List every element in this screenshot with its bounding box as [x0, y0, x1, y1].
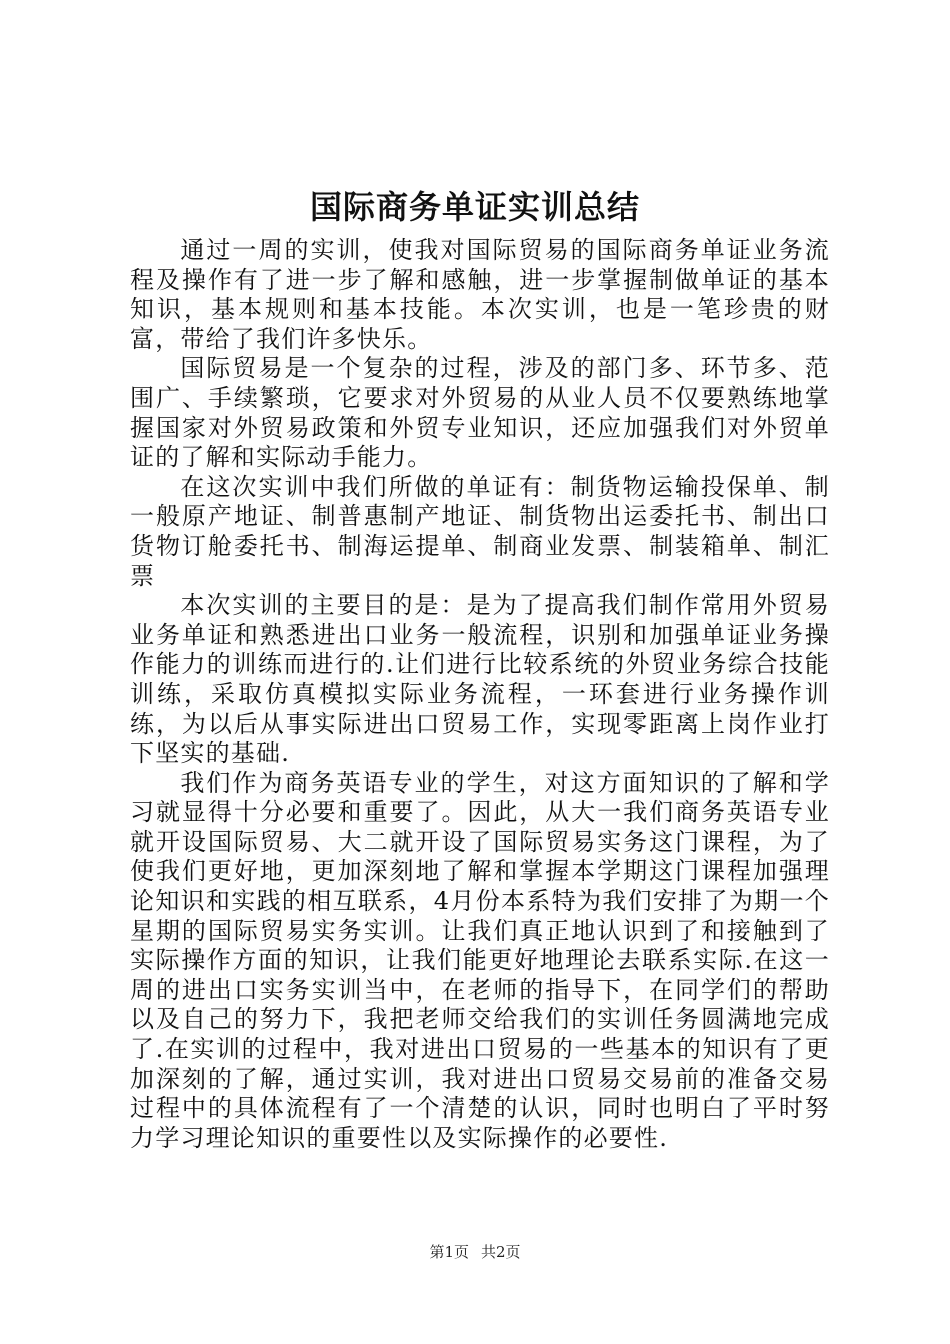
document-title: 国际商务单证实训总结: [309, 188, 640, 226]
document-body: [130, 236, 830, 1153]
paragraph: 本次实训的主要目的是：是为了提高我们制作常用外贸易业务单证和熟悉进出口业务一般流程，识别和加强单证业务操作能力的训练而进行的.让们进行比较系统的外贸业务综合技能训练，采取仿真模拟实际业务流程，一环套进行业务操作训练，为以后从事实际进出口贸易工作，实现零距离上岗作业打下坚实的基础.: [130, 591, 830, 768]
page-total: 共2页: [481, 1243, 521, 1261]
paragraph: 通过一周的实训，使我对国际贸易的国际商务单证业务流程及操作有了进一步了解和感触，进一步掌握制做单证的基本知识，基本规则和基本技能。本次实训，也是一笔珍贵的财富，带给了我们许多快乐。: [130, 236, 830, 353]
paragraph: 国际贸易是一个复杂的过程，涉及的部门多、环节多、范围广、手续繁琐，它要求对外贸易的从业人员不仅要熟练地掌握国家对外贸易政策和外贸专业知识，还应加强我们对外贸单证的了解和实际动手能力。: [130, 354, 830, 472]
page-number: 第1页: [429, 1243, 469, 1261]
page-footer: [0, 1242, 950, 1262]
paragraph: 我们作为商务英语专业的学生，对这方面知识的了解和学习就显得十分必要和重要了。因此，从大一我们商务英语专业就开设国际贸易、大二就开设了国际贸易实务这门课程，为了使我们更好地，更加深刻地了解和掌握本学期这门课程加强理论知识和实践的相互联系，4月份本系特为我们安排了为期一个星期的国际贸易实务实训。让我们真正地认识到了和接触到了实际操作方面的知识，让我们能更好地理论去联系实际.在这一周的进出口实务实训当中，在老师的指导下，在同学们的帮助以及自己的努力下，我把老师交给我们的实训任务圆满地完成了.在实训的过程中，我对进出口贸易的一些基本的知识有了更加深刻的了解，通过实训，我对进出口贸易交易前的准备交易过程中的具体流程有了一个清楚的认识，同时也明白了平时努力学习理论知识的重要性以及实际操作的必要性.: [130, 768, 830, 1152]
paragraph: 在这次实训中我们所做的单证有：制货物运输投保单、制一般原产地证、制普惠制产地证、制货物出运委托书、制出口货物订舱委托书、制海运提单、制商业发票、制装箱单、制汇票: [130, 472, 830, 590]
